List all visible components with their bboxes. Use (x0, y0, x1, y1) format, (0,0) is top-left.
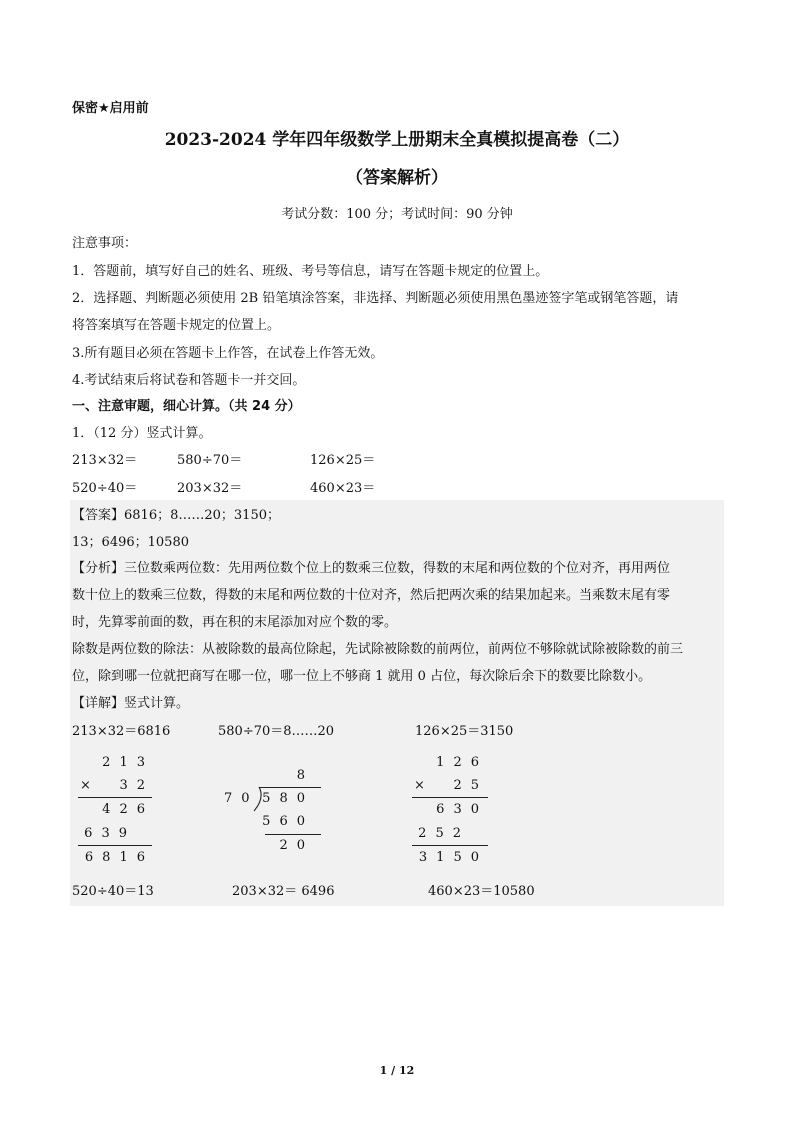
result-2: 580÷70＝8……20 (218, 724, 335, 739)
div1-quotient: 8 (296, 768, 314, 783)
note-item-4: 4.考试结束后将试卷和答题卡一并交回。 (72, 373, 306, 388)
problem-1: 213×32＝ (72, 453, 138, 468)
div1-divisor: 70 (224, 791, 259, 806)
div1-subtrahend: 560 (262, 814, 314, 829)
note-item-2-line-1: 2．选择题、判断题必须使用 2B 铅笔填涂答案，非选择、判断题必须使用黑色墨迹签字笔或钢笔答题，请 (72, 291, 679, 306)
exam-info: 考试分数：100 分；考试时间：90 分钟 (281, 207, 513, 222)
mul2-multiplier: 25 (453, 778, 488, 793)
answer-line-1: 【答案】6816；8……20；3150； (72, 508, 280, 523)
mul1-multiplicand: 213 (102, 755, 154, 770)
note-item-2-line-2: 将答案填写在答题卡规定的位置上。 (72, 318, 281, 333)
note-item-1: 1．答题前，填写好自己的姓名、班级、考号等信息，请写在答题卡规定的位置上。 (72, 264, 549, 279)
problem-4: 520÷40＝ (72, 481, 138, 496)
mul1-partial-1: 426 (102, 802, 154, 817)
problem-2: 580÷70＝ (177, 453, 243, 468)
page-number: 1 / 12 (379, 1064, 415, 1077)
mul2-operator: × (414, 778, 425, 793)
problem-6: 460×23＝ (310, 481, 376, 496)
confidential-label: 保密★启用前 (72, 101, 149, 116)
analysis-line-1: 【分析】三位数乘两位数：先用两位数个位上的数乘三位数，得数的末尾和两位数的个位对齐，再用两位 (72, 561, 671, 576)
mul1-product: 6816 (84, 850, 154, 865)
mul2-rule-2 (412, 845, 488, 846)
mul2-partial-2: 252 (418, 826, 470, 841)
result-5: 203×32＝ 6496 (232, 884, 335, 899)
problem-3: 126×25＝ (310, 453, 376, 468)
mul1-multiplier: 32 (119, 778, 154, 793)
answer-line-2: 13；6496；10580 (72, 535, 189, 550)
detail-heading: 【详解】竖式计算。 (72, 696, 190, 711)
result-6: 460×23＝10580 (428, 884, 535, 899)
div1-remainder: 20 (279, 838, 314, 853)
mul2-multiplicand: 126 (436, 755, 488, 770)
analysis-line-4: 除数是两位数的除法：从被除数的最高位除起，先试除被除数的前两位，前两位不够除就试除被除数的前三 (72, 642, 684, 657)
result-3: 126×25＝3150 (415, 724, 514, 739)
page-title: 2023-2024 学年四年级数学上册期末全真模拟提高卷（二） (164, 130, 630, 150)
analysis-line-5: 位，除到哪一位就把商写在哪一位，哪一位上不够商 1 就用 0 占位，每次除后余下的数要比除数小。 (72, 669, 652, 684)
div1-dividend: 580 (262, 791, 314, 806)
mul1-rule-1 (78, 797, 152, 798)
result-4: 520÷40＝13 (72, 884, 154, 899)
mul1-partial-2: 639 (84, 826, 136, 841)
problem-5: 203×32＝ (177, 481, 243, 496)
question-1: 1．（12 分）竖式计算。 (72, 426, 212, 441)
div1-bar (259, 787, 321, 788)
mul2-product: 3150 (418, 850, 488, 865)
mul2-rule-1 (412, 797, 488, 798)
div1-rule (265, 834, 321, 835)
result-1: 213×32＝6816 (72, 724, 171, 739)
mul1-rule-2 (78, 845, 152, 846)
analysis-line-3: 时，先算零前面的数，再在积的末尾添加对应个数的零。 (72, 615, 398, 630)
notes-heading: 注意事项： (72, 236, 138, 251)
page-subtitle: （答案解析） (346, 168, 448, 188)
mul1-operator: × (80, 778, 91, 793)
analysis-line-2: 数十位上的数乘三位数，得数的末尾和两位数的十位对齐，然后把两次乘的结果加起来。当乘数末尾有零 (72, 588, 671, 603)
section-heading: 一、注意审题，细心计算。（共 24 分） (72, 399, 301, 414)
note-item-3: 3.所有题目必须在答题卡上作答，在试卷上作答无效。 (72, 346, 384, 361)
mul2-partial-1: 630 (436, 802, 488, 817)
